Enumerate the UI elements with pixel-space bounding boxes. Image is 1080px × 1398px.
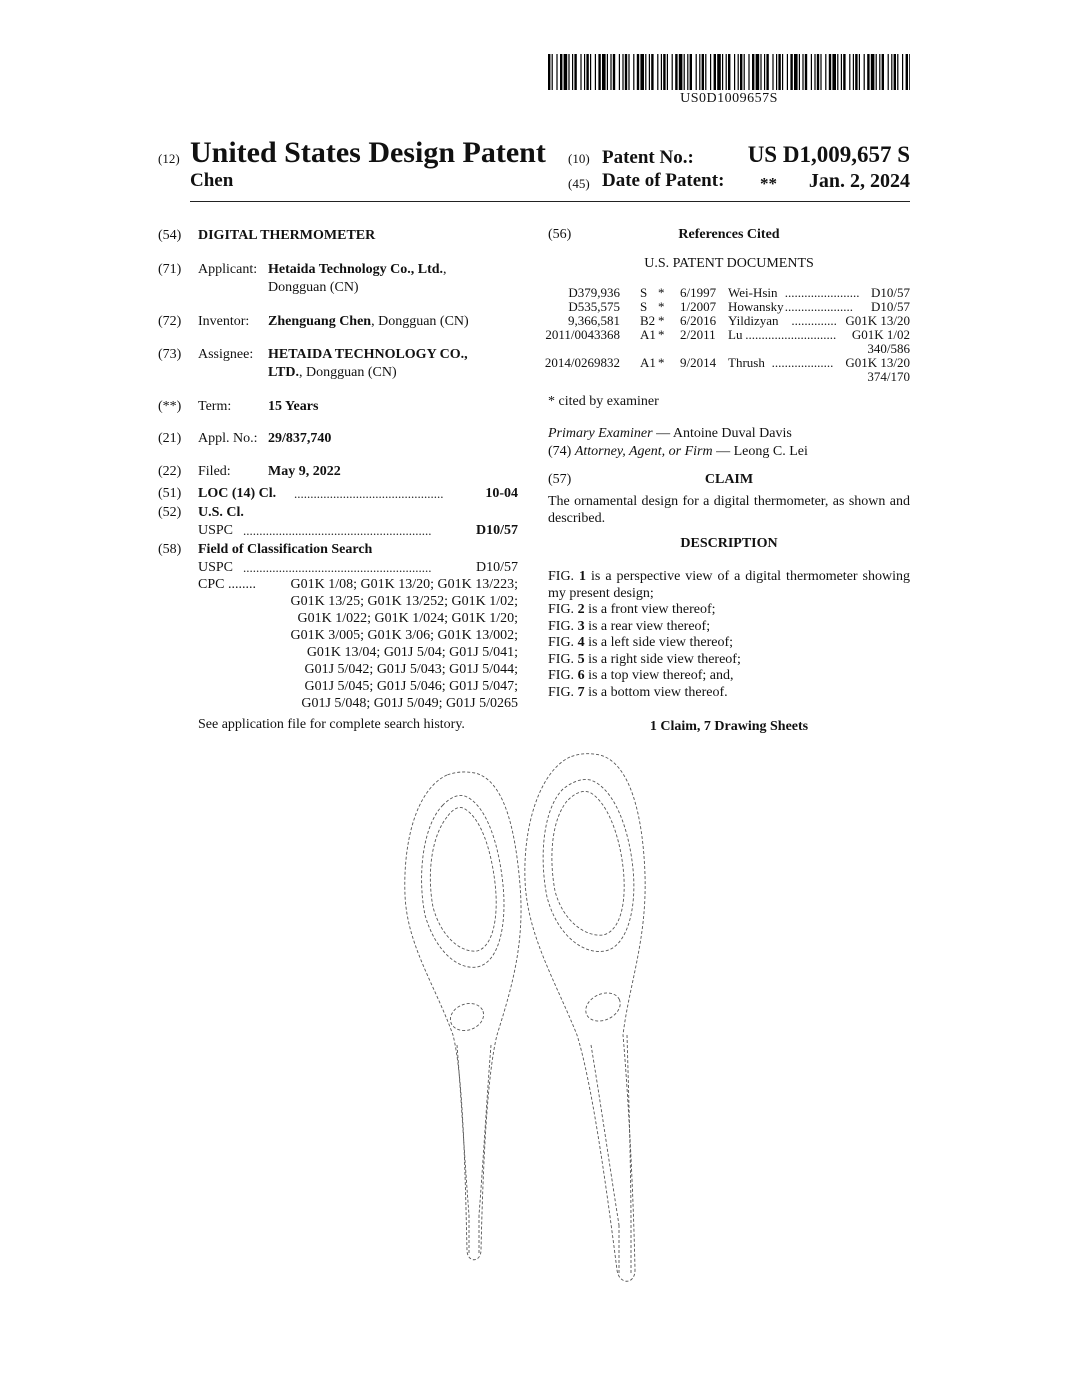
barcode-bar [837, 54, 838, 90]
reference-date: 6/1997 [680, 285, 717, 300]
us-class-uspc-label: USPC [198, 523, 234, 538]
barcode-bar [909, 54, 910, 90]
barcode-bar [628, 54, 629, 90]
us-class-value: D10/57 [476, 523, 518, 538]
inventor-surname: Chen [190, 170, 234, 191]
right-thermometer-outline [525, 754, 645, 1282]
left-thermometer-display [422, 795, 504, 967]
figure-description [548, 602, 910, 618]
barcode-bar [752, 54, 754, 90]
inid-code-71: (71) [158, 262, 182, 277]
claim-text: The ornamental design for a digital thermometer, as shown and described. [548, 494, 910, 526]
inid-code-74: (74) [548, 444, 572, 459]
barcode-bar [867, 54, 869, 90]
figure-number: 4 [577, 635, 585, 650]
figure-number: 2 [577, 602, 585, 617]
cited-by-examiner-note: * cited by examiner [548, 394, 659, 409]
reference-star: * [658, 285, 665, 300]
reference-class: G01K 13/20 [845, 313, 910, 328]
attorney-name: Leong C. Lei [733, 444, 808, 459]
figure-label: FIG. [548, 635, 575, 650]
barcode-bar [825, 54, 826, 90]
barcode-bar [705, 54, 706, 90]
term-label: Term: [198, 399, 232, 414]
barcode-bar [871, 54, 875, 90]
barcode-bar [906, 54, 908, 90]
loc-class-label: LOC (14) Cl. [198, 486, 277, 501]
inid-code-58: (58) [158, 542, 182, 557]
barcode-bar [625, 54, 627, 90]
header-divider [190, 201, 910, 202]
barcode-bar [738, 54, 739, 90]
barcode-bar [888, 54, 889, 90]
cpc-line: G01K 1/022; G01K 1/024; G01K 1/20; [297, 611, 518, 626]
reference-class: G01K 1/02 [851, 327, 910, 342]
barcode-bar [717, 54, 721, 90]
barcode-bar [728, 54, 730, 90]
barcode-bar [794, 54, 798, 90]
figure-text: is a top view thereof; and, [588, 668, 734, 683]
reference-name: Howansky [728, 299, 784, 314]
inid-code-52: (52) [158, 505, 182, 520]
barcode-bar [820, 54, 821, 90]
cpc-line: G01K 3/005; G01K 3/06; G01K 13/002; [290, 628, 518, 643]
date-of-patent: Jan. 2, 2024 [808, 170, 910, 192]
figure-label: FIG. [548, 668, 575, 683]
barcode-bar [859, 54, 860, 90]
claims-summary: 1 Claim, 7 Drawing Sheets [649, 719, 809, 734]
barcode-bar [586, 54, 588, 90]
reference-kind: A1 [640, 355, 656, 370]
barcode-bar [802, 54, 803, 90]
inid-code-22: (22) [158, 464, 182, 479]
loc-class-dots: .............................................. [294, 486, 444, 501]
reference-date: 1/2007 [680, 299, 717, 314]
date-of-patent-label: Date of Patent: [602, 170, 725, 191]
left-thermometer-display-inner [430, 807, 496, 951]
reference-row [548, 285, 910, 299]
barcode-bar [894, 54, 896, 90]
reference-kind: S [640, 285, 648, 300]
barcode-bar [787, 54, 788, 90]
barcode-bar [817, 54, 819, 90]
barcode-bar [805, 54, 807, 90]
assignee-location: , Dongguan (CN) [299, 365, 397, 380]
inid-code-21: (21) [158, 431, 182, 446]
attorney-dash: — [712, 444, 734, 459]
search-history-note: See application file for complete search history. [198, 717, 465, 732]
figure-number: 1 [579, 569, 587, 584]
inid-code-45: (45) [568, 176, 590, 191]
reference-row [544, 355, 910, 370]
barcode-bar [602, 54, 606, 90]
term-value: 15 Years [268, 399, 319, 414]
barcode-bar [607, 54, 608, 90]
filing-date: May 9, 2022 [268, 464, 341, 479]
primary-examiner-name: Antoine Duval Davis [672, 426, 792, 441]
barcode-bar [645, 54, 646, 90]
reference-kind: S [640, 299, 648, 314]
barcode-bar [902, 54, 903, 90]
reference-number: D535,575 [568, 299, 620, 314]
barcode-bar [714, 54, 716, 90]
barcode-bar [790, 54, 792, 90]
barcode-bar [679, 54, 683, 90]
barcode-bar [811, 54, 812, 90]
reference-dots: ................... [771, 355, 834, 370]
barcode-bar [722, 54, 723, 90]
patent-number: US D1,009,657 S [747, 142, 910, 167]
inid-code-54: (54) [158, 228, 182, 243]
figure-text: is a bottom view thereof. [588, 685, 728, 700]
barcode-bar [595, 54, 596, 90]
left-thermometer-button [447, 999, 488, 1035]
inid-code-term: (**) [158, 399, 182, 414]
application-number: 29/837,740 [268, 431, 332, 446]
reference-date: 9/2014 [680, 355, 717, 370]
barcode-bar [766, 54, 768, 90]
barcode-bar [613, 54, 615, 90]
barcode-bar [610, 54, 611, 90]
cpc-line: G01J 5/048; G01J 5/049; G01J 5/0265 [301, 696, 518, 711]
figure-description [548, 635, 910, 651]
barcode-bar [684, 54, 685, 90]
barcode-bar [649, 54, 650, 90]
inid-code-12: (12) [158, 151, 180, 166]
barcode-bar [740, 54, 742, 90]
attorney-label: Attorney, Agent, or Firm [574, 444, 713, 459]
figure-number: 5 [577, 652, 585, 667]
reference-name: Thrush [728, 355, 765, 370]
left-thermometer-probe-tip [469, 1215, 479, 1255]
term-extension-marker: ** [760, 174, 777, 193]
reference-row-secondary-class [548, 341, 910, 355]
primary-examiner [548, 425, 792, 442]
reference-row [545, 327, 910, 342]
us-class-label: U.S. Cl. [198, 505, 244, 520]
cpc-line: G01K 13/04; G01J 5/04; G01J 5/041; [306, 645, 518, 660]
inid-code-10: (10) [568, 151, 590, 166]
figure-description [548, 619, 910, 635]
figure-text: is a rear view thereof; [588, 619, 711, 634]
barcode-bar [560, 54, 562, 90]
barcode-bar [580, 54, 581, 90]
inid-code-73: (73) [158, 347, 182, 362]
barcode-bar [843, 54, 845, 90]
applicant-name-suffix: , [443, 262, 447, 277]
cpc-line: G01J 5/045; G01J 5/046; G01J 5/047; [304, 679, 518, 694]
right-thermometer-display-inner [552, 791, 624, 935]
reference-secondary-class: 340/586 [867, 341, 910, 356]
reference-star: * [658, 299, 665, 314]
barcode-bar [734, 54, 735, 90]
reference-star: * [658, 355, 665, 370]
reference-kind: B2 [640, 313, 656, 328]
barcode-bar [841, 54, 842, 90]
figure-description [548, 685, 910, 701]
reference-class: D10/57 [871, 285, 910, 300]
right-thermometer-probe-tip [619, 1225, 631, 1275]
cpc-line: G01K 1/08; G01K 13/20; G01K 13/223; [290, 577, 518, 592]
barcode-bar [710, 54, 711, 90]
barcode-bar [855, 54, 857, 90]
barcode-image [548, 54, 910, 90]
reference-number: D379,936 [568, 285, 620, 300]
thermometer-perspective-drawing [395, 745, 655, 1290]
barcode-bar [672, 54, 673, 90]
barcode-bar [756, 54, 760, 90]
applicant-label: Applicant: [198, 262, 258, 277]
reference-number: 2014/0269832 [544, 355, 620, 370]
examiner-dash: — [652, 426, 673, 441]
figure-description [548, 568, 910, 602]
figure-description [548, 652, 910, 668]
assignee-name-line1: HETAIDA TECHNOLOGY CO., [268, 347, 468, 362]
barcode-bar [832, 54, 836, 90]
figure-text: is a front view thereof; [588, 602, 716, 617]
reference-name: Lu [728, 327, 743, 342]
barcode-bar [651, 54, 653, 90]
reference-date: 6/2016 [680, 313, 717, 328]
field-of-search-label: Field of Classification Search [198, 542, 373, 557]
figure-text: is a perspective view of a digital thermometer showing my present design; [548, 569, 911, 601]
figure-label: FIG. [548, 685, 575, 700]
barcode-bar [687, 54, 688, 90]
description-title: DESCRIPTION [680, 536, 778, 551]
reference-name: Wei-Hsin [728, 285, 778, 300]
cpc-line: G01J 5/042; G01J 5/043; G01J 5/044; [304, 662, 518, 677]
assignee-name-line2: LTD. [268, 365, 300, 380]
barcode-bar [619, 54, 620, 90]
assignee-label: Assignee: [198, 347, 254, 362]
inventor-name: Zhenguang Chen [268, 314, 372, 329]
barcode-bar [876, 54, 877, 90]
reference-row [548, 313, 910, 327]
barcode-bar [675, 54, 677, 90]
primary-examiner-label: Primary Examiner [548, 426, 653, 441]
right-thermometer-display [543, 779, 634, 951]
barcode-bar [772, 54, 773, 90]
design-title: DIGITAL THERMOMETER [198, 228, 376, 243]
figure-label: FIG. [548, 652, 575, 667]
patent-type-title: United States Design Patent [190, 136, 546, 169]
reference-dots: ............................ [745, 327, 837, 342]
reference-dots: .............. [791, 313, 837, 328]
barcode-bar [879, 54, 880, 90]
reference-star: * [658, 313, 665, 328]
attorney [548, 443, 808, 460]
search-uspc-value: D10/57 [476, 560, 518, 575]
inid-code-72: (72) [158, 314, 182, 329]
reference-date: 2/2011 [680, 327, 716, 342]
barcode-bar [778, 54, 780, 90]
barcode-bar [690, 54, 692, 90]
inid-code-57: (57) [548, 472, 572, 487]
barcode-bar [799, 54, 800, 90]
inventor-location: , Dongguan (CN) [371, 314, 469, 329]
filed-label: Filed: [198, 464, 231, 479]
barcode-bar [598, 54, 600, 90]
reference-row [548, 299, 910, 313]
figure-number: 6 [577, 668, 585, 683]
reference-kind: A1 [640, 327, 656, 342]
us-class-dots: .......................................................... [243, 523, 432, 538]
reference-number: 9,366,581 [568, 313, 620, 328]
reference-name: Yildizyan [728, 313, 779, 328]
barcode-bar [764, 54, 765, 90]
barcode-bar [726, 54, 727, 90]
barcode-bar [574, 54, 576, 90]
right-thermometer-button [581, 988, 625, 1027]
barcode-bar [849, 54, 850, 90]
us-patent-documents-title: U.S. PATENT DOCUMENTS [644, 256, 814, 271]
figure-number: 7 [577, 685, 585, 700]
search-uspc-label: USPC [198, 560, 234, 575]
barcode-bar [552, 54, 553, 90]
application-number-label: Appl. No.: [198, 431, 258, 446]
figure-text: is a left side view thereof; [588, 635, 734, 650]
barcode-bar [814, 54, 815, 90]
search-cpc-label: CPC ........ [198, 577, 256, 592]
figure-description [548, 668, 910, 684]
barcode-bar [667, 54, 668, 90]
barcode-bar [663, 54, 665, 90]
cpc-class-list [250, 576, 518, 712]
barcode-bar [661, 54, 662, 90]
reference-row-secondary-class [548, 369, 910, 383]
barcode-bar [556, 54, 557, 90]
barcode-bar [548, 54, 550, 90]
reference-secondary-class: 374/170 [867, 369, 910, 384]
barcode-bar [702, 54, 704, 90]
barcode-bar [744, 54, 745, 90]
applicant-name: Hetaida Technology Co., Ltd. [268, 262, 444, 277]
figure-number: 3 [577, 619, 585, 634]
inventor [268, 313, 469, 330]
barcode-bar [748, 54, 749, 90]
barcode-bar [864, 54, 865, 90]
left-thermometer-outline [405, 772, 521, 1260]
applicant-location: Dongguan (CN) [268, 280, 359, 295]
reference-class: D10/57 [871, 299, 910, 314]
barcode-bar [782, 54, 783, 90]
barcode-bar [633, 54, 634, 90]
references-cited-title: References Cited [678, 227, 780, 242]
barcode-bar [572, 54, 573, 90]
applicant [268, 261, 447, 278]
reference-star: * [658, 327, 665, 342]
barcode-bar [897, 54, 898, 90]
reference-dots: ..................... [784, 299, 854, 314]
barcode-bar [564, 54, 568, 90]
barcode-bar [829, 54, 831, 90]
assignee-line2 [268, 364, 397, 381]
claim-title: CLAIM [704, 472, 754, 487]
barcode-bar [640, 54, 644, 90]
figure-label: FIG. [548, 569, 575, 584]
publication-number: US0D1009657S [680, 91, 778, 106]
barcode-bar [637, 54, 639, 90]
inid-code-51: (51) [158, 486, 182, 501]
barcode-bar [696, 54, 697, 90]
barcode-bar [584, 54, 585, 90]
inid-code-56: (56) [548, 227, 572, 242]
barcode-bar [776, 54, 777, 90]
figure-text: is a right side view thereof; [588, 652, 741, 667]
figure-label: FIG. [548, 602, 575, 617]
search-uspc-dots: .......................................................... [243, 560, 432, 575]
barcode-bar [568, 54, 569, 90]
barcode-bar [590, 54, 591, 90]
barcode-bar [891, 54, 892, 90]
barcode-bar [699, 54, 700, 90]
barcode-bar [853, 54, 854, 90]
loc-class-value: 10-04 [485, 486, 518, 501]
patent-number-label: Patent No.: [602, 147, 694, 168]
barcode-bar [622, 54, 623, 90]
barcode-bar [760, 54, 761, 90]
reference-dots: ....................... [784, 285, 860, 300]
figure-label: FIG. [548, 619, 575, 634]
reference-number: 2011/0043368 [545, 327, 620, 342]
reference-class: G01K 13/20 [845, 355, 910, 370]
inventor-label: Inventor: [198, 314, 250, 329]
barcode-bar [882, 54, 884, 90]
cpc-line: G01K 13/25; G01K 13/252; G01K 1/02; [290, 594, 518, 609]
barcode-bar [657, 54, 658, 90]
